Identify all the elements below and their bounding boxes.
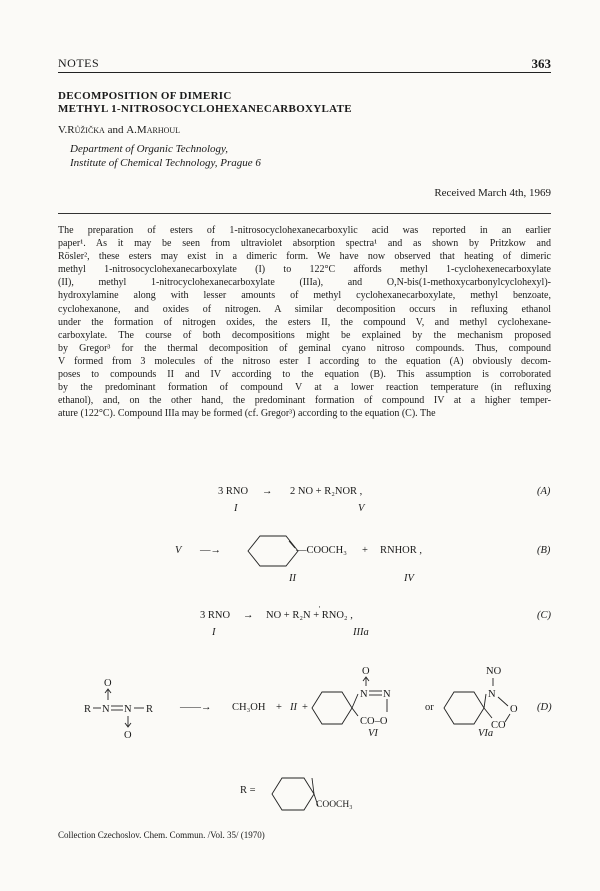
equation-d-plus-1: + [276,702,282,713]
equation-c-lhs: 3 RNO [200,610,231,621]
body-line: carboxylate. The course of both decompositions might be explained by the mechanism proposed [58,329,551,341]
svg-text:O: O [510,704,518,715]
equation-d-or: or [425,702,434,713]
equation-b-product2: RNHOR , [380,545,423,556]
authors [58,124,180,136]
header-rule [58,72,551,73]
body-line: poses to compounds II and IV according to the equation (B). This assumption is corroborated [58,369,551,381]
dimer-structure-icon [82,676,174,744]
section-name: NOTES [58,56,100,70]
body-line: hydroxylamine along with lesser amounts of methyl cyclohexanecarboxylate, methyl benzoate, [58,290,551,302]
svg-text:O: O [362,666,370,677]
equation-a-label-lhs: I [234,503,238,514]
svg-text:CO: CO [491,720,506,731]
reaction-arrow-icon: ——→ [180,702,212,713]
svg-text:CO–O: CO–O [360,716,388,727]
equation-a-rhs: 2 NO + R₂NOR , [290,486,363,497]
equation-b-label-2: IV [404,573,414,584]
body-line: methyl 1-nitrosocyclohexanecarboxylate (I) to 122°C affords methyl 1-cyclohexenecarboxylate [58,264,551,276]
equation-c-tag: (C) [537,610,551,621]
equation-b-tag: (B) [537,545,551,556]
body-text [58,224,551,420]
equation-a-label-rhs: V [358,503,365,514]
r-definition-group: COOCH₃ [316,800,353,810]
body-line: under the formation of nitrogen oxides, the esters II, the compound V, and methyl cyclohexane- [58,316,551,328]
equation-d-label-vi: VI [368,728,378,739]
body-line: (II), methyl 1-nitrocyclohexanecarboxylate (IIIa), and O,N-bis(1-methoxycarbonylcyclohexyl)- [58,277,551,289]
svg-text:R: R [146,704,154,715]
reaction-arrow-icon: —→ [200,545,221,556]
title-line-1: DECOMPOSITION OF DIMERIC [58,90,232,102]
title-line-2: METHYL 1-NITROSOCYCLOHEXANECARBOXYLATE [58,103,352,115]
svg-text:N: N [360,689,368,700]
equation-d-methanol: CH₃OH [232,702,266,713]
svg-text:O: O [124,730,132,741]
body-line: V formed from 3 molecules of the nitroso ester I according to the equation (A) obviously decom- [58,355,551,367]
body-line: ature (122°C). Compound IIIa may be formed (cf. Gregor³) according to the equation (C). The [58,408,436,420]
equation-d-plus-2: + [302,702,308,713]
body-line: cyclohexanone, and oxides of nitrogen. A similar decomposition occurs in refluxing ethanol [58,303,551,315]
body-line: by the predominant formation of compound V at a lower reaction temperature (in refluxing [58,382,551,394]
body-line: The preparation of esters of 1-nitrosocyclohexanecarboxylic acid was reported in an earlier [58,225,551,236]
radical-dot-icon: · [318,602,321,612]
body-line: Rösler², these esters may exist in a dimeric form. We have now observed that heating of dimeric [58,251,551,263]
equation-b-plus: + [362,545,368,556]
author-1: V.Růžička [58,124,105,136]
equation-c-label-lhs: I [212,627,216,638]
svg-text:NO: NO [486,666,502,677]
equation-d-ii: II [290,702,297,713]
equation-d-label-via: VIa [478,728,494,739]
body-line: ethanol), and, on the other hand, the predominant formation of compound IV at a higher temper- [58,395,551,407]
r-definition-lhs: R = [240,785,256,796]
svg-text:N: N [488,689,496,700]
body-rule [58,213,551,214]
body-line: by Gregor³ for the thermal decomposition of geminal cyano nitroso compounds. Thus, compound [58,342,551,354]
spiro-oxadiazolone-structure-icon [312,664,402,736]
svg-text:R: R [84,704,92,715]
article-title [58,90,551,116]
body-line: paper¹. As it may be seen from ultraviolet absorption spectra¹ and as shown by Pritzkow and [58,238,551,250]
svg-text:O: O [104,678,112,689]
running-head [58,56,551,70]
equation-b-label-1: II [289,573,296,584]
equation-b-lhs: V [175,545,182,556]
affiliation [70,142,261,170]
equation-a-lhs: 3 RNO [218,486,249,497]
author-conjunction: and [107,124,124,136]
cyclohexene-ring-icon [250,534,300,568]
page-number: 363 [531,56,551,71]
equation-a-tag: (A) [537,486,551,497]
author-2: A.Marhoul [126,124,181,136]
spiro-oxazolidinone-structure-icon [448,664,538,736]
equation-c-rhs: NO + R₂N + RNO₂ , [266,610,353,621]
received-date: Received March 4th, 1969 [434,187,551,199]
svg-text:N: N [124,704,132,715]
journal-footer: Collection Czechoslov. Chem. Commun. /Vol. 35/ (1970) [58,830,265,840]
svg-text:N: N [383,689,391,700]
equation-d-tag: (D) [537,702,552,713]
equation-b-product1: —COOCH₃ [296,545,347,556]
reaction-arrow-icon: → [262,486,273,497]
reaction-arrow-icon: → [243,610,254,621]
affiliation-line-2: Institute of Chemical Technology, Prague 6 [70,157,261,169]
affiliation-line-1: Department of Organic Technology, [70,143,229,155]
equation-c-label-rhs: IIIa [353,627,369,638]
svg-text:N: N [102,704,110,715]
